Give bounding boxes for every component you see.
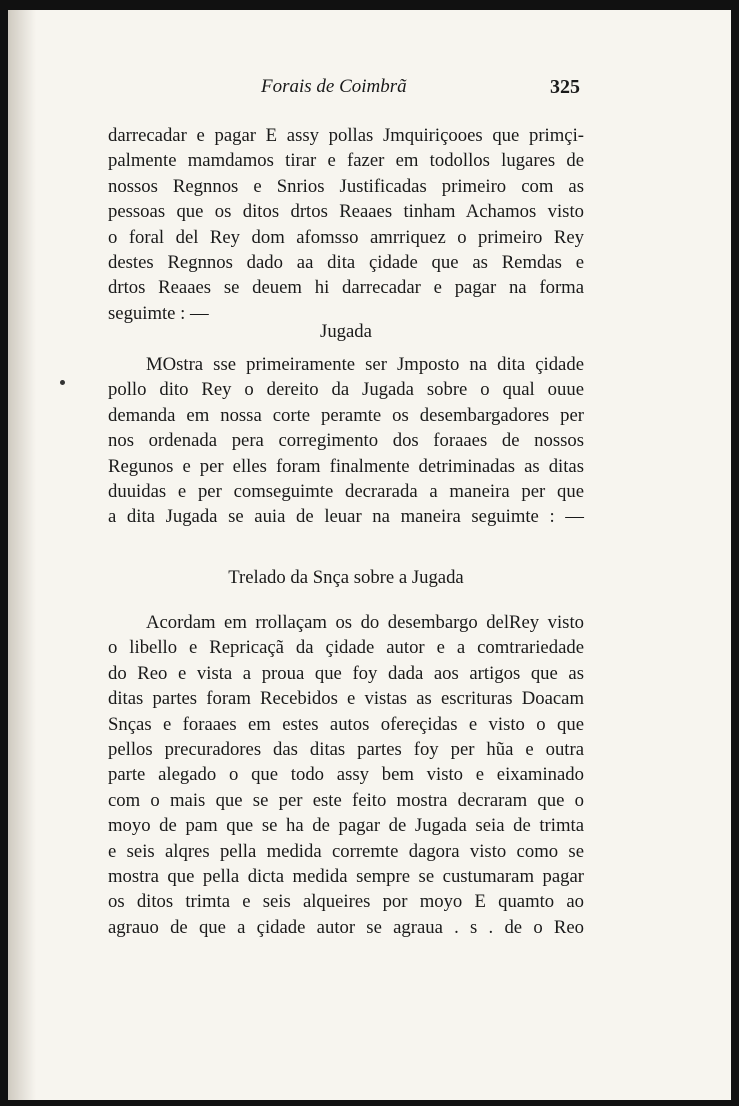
running-title: Forais de Coimbrã [261, 76, 407, 97]
paragraph-2 [108, 352, 584, 530]
text-line: moyo de pam que se ha de pagar de Jugada seia de trimta [108, 815, 584, 837]
text-line: parte alegado o que todo assy bem visto e eixaminado [108, 764, 584, 786]
text-line: com o mais que se per este feito mostra decraram que o [108, 789, 584, 811]
text-line: duuidas e per comseguimte decrarada a maneira per que [108, 480, 584, 502]
text-line: pellos precuradores das ditas partes foy per hũa e outra [108, 738, 584, 760]
paragraph-3 [108, 610, 584, 940]
text-line: pollo dito Rey o dereito da Jugada sobre o qual ouue [108, 379, 584, 401]
text-line: e seis alqres pella medida corremte dagora visto como se [108, 840, 584, 862]
scan-shadow [8, 10, 36, 1100]
text-line: do Reo e vista a proua que foy dada aos artigos que as [108, 662, 584, 684]
text-line: destes Regnnos dado aa dita çidade que as Remdas e [108, 251, 584, 273]
text-line: os ditos trimta e seis alqueires por moyo E quamto ao [108, 891, 584, 913]
text-line: mostra que pella dicta medida sempre se custumaram pagar [108, 865, 584, 887]
page-header [8, 76, 731, 106]
text-line: agrauo de que a çidade autor se agraua . s . de o Reo [108, 916, 584, 938]
text-line: a dita Jugada se auia de leuar na maneira seguimte : — [108, 506, 584, 528]
ink-speck [60, 380, 65, 385]
document-page [8, 10, 731, 1100]
page-number: 325 [550, 76, 580, 98]
text-line: ditas partes foram Recebidos e vistas as escrituras Doacam [108, 688, 584, 710]
text-line: o foral del Rey dom afomsso amrriquez o primeiro Rey [108, 226, 584, 248]
text-line: darrecadar e pagar E assy pollas Jmquiriçooes que primçi- [108, 125, 584, 146]
paragraph-1 [108, 123, 584, 326]
text-line: nossos Regnnos e Snrios Justificadas primeiro com as [108, 175, 584, 197]
text-line: demanda em nossa corte peramte os desembargadores per [108, 404, 584, 426]
text-line: MOstra sse primeiramente ser Jmposto na dita çidade [146, 354, 584, 375]
text-line: Snças e foraaes em estes autos ofereçidas e visto o que [108, 713, 584, 735]
text-line: Regunos e per elles foram finalmente detriminadas as ditas [108, 455, 584, 477]
text-line: pessoas que os ditos drtos Reaaes tinham Achamos visto [108, 201, 584, 223]
subheading-jugada: Jugada [320, 321, 372, 342]
text-line: drtos Reaaes se deuem hi darrecadar e pagar na forma [108, 277, 584, 299]
text-line: nos ordenada pera corregimento dos foraaes de nossos [108, 430, 584, 452]
text-line: palmente mamdamos tirar e fazer em todollos lugares de [108, 150, 584, 172]
subheading-trelado: Trelado da Snça sobre a Jugada [228, 567, 464, 588]
text-line: o libello e Repricaçã da çidade autor e a comtrariedade [108, 637, 584, 659]
text-line: Acordam em rrollaçam os do desembargo delRey visto [146, 612, 584, 633]
text-line: seguimte : — [108, 302, 209, 324]
